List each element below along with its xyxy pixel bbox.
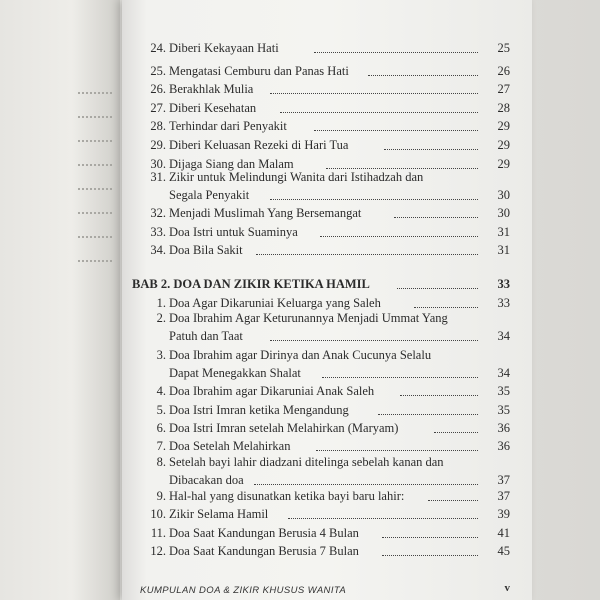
entry-number: 10. bbox=[150, 507, 166, 521]
entry-page: 31 bbox=[497, 225, 510, 239]
entry-page: 35 bbox=[497, 403, 510, 417]
entry-title: Doa Saat Kandungan Berusia 4 Bulan bbox=[169, 526, 359, 540]
running-footer: KUMPULAN DOA & ZIKIR KHUSUS WANITA bbox=[140, 585, 347, 596]
dot-leader bbox=[384, 149, 478, 150]
entry-page: 34 bbox=[497, 366, 510, 380]
ghost-leader bbox=[78, 140, 112, 143]
entry-title: Dijaga Siang dan Malam bbox=[169, 157, 294, 171]
dot-leader bbox=[400, 395, 478, 396]
entry-number: 31. bbox=[150, 170, 166, 184]
toc-entry[interactable] bbox=[122, 455, 532, 491]
entry-number: 1. bbox=[156, 296, 166, 310]
dot-leader bbox=[270, 340, 478, 341]
entry-page: 34 bbox=[497, 329, 510, 343]
entry-title: Doa Setelah Melahirkan bbox=[169, 439, 291, 453]
dot-leader bbox=[382, 537, 478, 538]
previous-page-edge bbox=[0, 0, 120, 600]
entry-page: 27 bbox=[497, 82, 510, 96]
entry-title: Doa Istri Imran setelah Melahirkan (Maryam) bbox=[169, 421, 399, 435]
entry-title: Doa Agar Dikaruniai Keluarga yang Saleh bbox=[169, 296, 381, 310]
toc-entry[interactable] bbox=[122, 170, 532, 206]
ghost-leader bbox=[78, 236, 112, 239]
entry-page: 26 bbox=[497, 64, 510, 78]
entry-page: 33 bbox=[497, 296, 510, 310]
entry-title: Doa Istri Imran ketika Mengandung bbox=[169, 403, 349, 417]
entry-title: Zikir untuk Melindungi Wanita dari Istihadzah dan bbox=[169, 170, 424, 184]
entry-title: Doa Ibrahim agar Dikaruniai Anak Saleh bbox=[169, 384, 375, 398]
chapter-page: 33 bbox=[497, 277, 510, 291]
entry-title: Doa Ibrahim Agar Keturunannya Menjadi Ummat Yang bbox=[169, 311, 448, 325]
chapter-title: BAB 2. DOA DAN ZIKIR KETIKA HAMIL bbox=[132, 277, 370, 291]
entry-number: 28. bbox=[150, 119, 166, 133]
entry-page: 36 bbox=[497, 421, 510, 435]
dot-leader bbox=[326, 168, 478, 169]
entry-number: 12. bbox=[150, 544, 166, 558]
entry-title-continued: Segala Penyakit bbox=[169, 188, 250, 202]
entry-page: 36 bbox=[497, 439, 510, 453]
dot-leader bbox=[256, 254, 478, 255]
entry-number: 26. bbox=[150, 82, 166, 96]
entry-number: 8. bbox=[156, 455, 166, 469]
entry-title: Doa Ibrahim agar Dirinya dan Anak Cucunya Selalu bbox=[169, 348, 432, 362]
toc-entry[interactable] bbox=[122, 311, 532, 347]
entry-page: 45 bbox=[497, 544, 510, 558]
entry-number: 3. bbox=[156, 348, 166, 362]
entry-number: 30. bbox=[150, 157, 166, 171]
entry-page: 29 bbox=[497, 138, 510, 152]
entry-title: Zikir Selama Hamil bbox=[169, 507, 269, 521]
entry-number: 7. bbox=[156, 439, 166, 453]
dot-leader bbox=[378, 414, 478, 415]
entry-page: 28 bbox=[497, 101, 510, 115]
dot-leader bbox=[314, 130, 478, 131]
entry-title: Diberi Kekayaan Hati bbox=[169, 41, 279, 55]
dot-leader bbox=[382, 555, 478, 556]
entry-number: 5. bbox=[156, 403, 166, 417]
ghost-leader bbox=[78, 260, 112, 263]
dot-leader bbox=[428, 500, 478, 501]
dot-leader bbox=[314, 52, 478, 53]
entry-page: 29 bbox=[497, 119, 510, 133]
entry-title: Berakhlak Mulia bbox=[169, 82, 254, 96]
entry-title: Doa Istri untuk Suaminya bbox=[169, 225, 298, 239]
entry-title: Terhindar dari Penyakit bbox=[169, 119, 287, 133]
entry-page: 29 bbox=[497, 157, 510, 171]
ghost-leader bbox=[78, 212, 112, 215]
entry-page: 25 bbox=[497, 41, 510, 55]
dot-leader bbox=[316, 450, 478, 451]
entry-page: 37 bbox=[497, 473, 510, 487]
entry-number: 34. bbox=[150, 243, 166, 257]
entry-number: 4. bbox=[156, 384, 166, 398]
entry-number: 9. bbox=[156, 489, 166, 503]
entry-number: 27. bbox=[150, 101, 166, 115]
ghost-leader bbox=[78, 92, 112, 95]
entry-title: Diberi Keluasan Rezeki di Hari Tua bbox=[169, 138, 349, 152]
entry-title: Mengatasi Cemburu dan Panas Hati bbox=[169, 64, 349, 78]
entry-number: 33. bbox=[150, 225, 166, 239]
entry-title-continued: Dapat Menegakkan Shalat bbox=[169, 366, 301, 380]
entry-page: 30 bbox=[497, 206, 510, 220]
entry-title: Hal-hal yang disunatkan ketika bayi baru lahir: bbox=[169, 489, 405, 503]
dot-leader bbox=[394, 217, 478, 218]
entry-title: Diberi Kesehatan bbox=[169, 101, 257, 115]
entry-number: 6. bbox=[156, 421, 166, 435]
dot-leader bbox=[414, 307, 478, 308]
toc-entry[interactable] bbox=[122, 348, 532, 384]
entry-title: Doa Saat Kandungan Berusia 7 Bulan bbox=[169, 544, 359, 558]
dot-leader bbox=[288, 518, 478, 519]
dot-leader bbox=[280, 112, 478, 113]
entry-number: 32. bbox=[150, 206, 166, 220]
dot-leader bbox=[270, 93, 478, 94]
dot-leader bbox=[397, 288, 478, 289]
entry-title-continued: Patuh dan Taat bbox=[169, 329, 243, 343]
entry-title: Menjadi Muslimah Yang Bersemangat bbox=[169, 206, 362, 220]
entry-number: 24. bbox=[150, 41, 166, 55]
ghost-leader bbox=[78, 164, 112, 167]
dot-leader bbox=[322, 377, 478, 378]
entry-title: Setelah bayi lahir diadzani ditelinga sebelah kanan dan bbox=[169, 455, 444, 469]
entry-number: 29. bbox=[150, 138, 166, 152]
dot-leader bbox=[320, 236, 478, 237]
entry-page: 31 bbox=[497, 243, 510, 257]
page-number: v bbox=[504, 582, 510, 594]
dot-leader bbox=[368, 75, 478, 76]
entry-page: 37 bbox=[497, 489, 510, 503]
dot-leader bbox=[434, 432, 478, 433]
entry-page: 39 bbox=[497, 507, 510, 521]
toc-page bbox=[122, 0, 532, 600]
entry-page: 30 bbox=[497, 188, 510, 202]
entry-number: 11. bbox=[150, 526, 166, 540]
entry-number: 25. bbox=[150, 64, 166, 78]
ghost-leader bbox=[78, 116, 112, 119]
entry-title-continued: Dibacakan doa bbox=[169, 473, 244, 487]
entry-number: 2. bbox=[156, 311, 166, 325]
ghost-leader bbox=[78, 188, 112, 191]
entry-page: 35 bbox=[497, 384, 510, 398]
entry-page: 41 bbox=[497, 526, 510, 540]
dot-leader bbox=[270, 199, 478, 200]
entry-title: Doa Bila Sakit bbox=[169, 243, 243, 257]
dot-leader bbox=[254, 484, 478, 485]
